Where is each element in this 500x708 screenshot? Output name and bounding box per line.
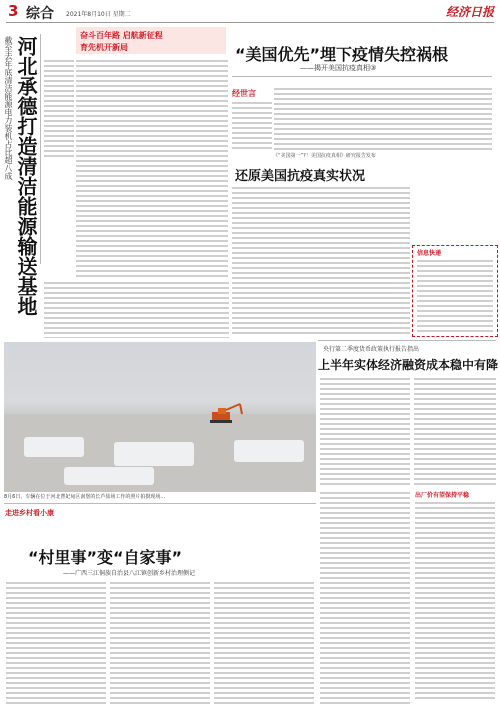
series-kicker-line2: 育先机开新局 <box>80 43 128 52</box>
report-caption: 《“美国第一”?！美国抗疫真相》研究报告发布 <box>273 153 376 159</box>
section-rule <box>318 340 496 341</box>
body-text-block <box>214 580 314 704</box>
section-rule <box>4 503 316 504</box>
page-header <box>0 0 500 22</box>
sidebar-info-box <box>412 245 498 337</box>
newspaper-logo: 经济日报 <box>446 5 495 19</box>
section-rule <box>232 76 492 77</box>
village-headline: “村里事”变“自家事” <box>28 548 183 567</box>
village-subheadline: ——广西三江侗族自治县八江镇创新乡村治理侧记 <box>63 570 196 577</box>
sidebar-box-title: 出厂价有望保持平稳 <box>415 492 470 499</box>
body-text-block <box>415 500 495 700</box>
body-text-block <box>44 280 229 338</box>
sidebar-price-box <box>413 490 497 704</box>
excavator-icon <box>204 402 244 424</box>
commentary-label: 经世言 <box>232 89 256 98</box>
body-text-block <box>320 376 410 486</box>
body-text-block <box>44 58 74 158</box>
section-name: 综合 <box>26 6 54 22</box>
body-text-block <box>274 86 492 150</box>
vertical-subhead: 截至去年底清洁能源电力装机占比超八成 <box>4 36 13 180</box>
economy-kicker: 央行第二季度货币政策执行报告指出 <box>323 346 420 353</box>
body-text-block <box>110 580 210 704</box>
series-kicker-line1: 奋斗百年路 启航新征程 <box>80 31 163 40</box>
lead-subheadline: ——揭开美国抗疫真相③ <box>300 64 377 72</box>
body-text-block <box>417 258 493 332</box>
body-text-block <box>232 100 272 150</box>
page-number: 3 <box>8 2 19 20</box>
economy-headline: 上半年实体经济融资成本稳中有降 <box>318 358 499 372</box>
header-rule <box>6 22 494 23</box>
village-kicker: 走进乡村看小康 <box>5 509 54 517</box>
body-text-block <box>6 580 106 704</box>
sidebar-box-title: 信息快递 <box>417 250 442 257</box>
column-divider <box>40 34 41 264</box>
photo-caption: 8月6日，车辆在位于河北曹妃甸区南堡的长芦盐场工作的照片拍摄现场... <box>4 494 166 500</box>
salt-field-photo <box>4 342 316 492</box>
vertical-headline: 河北承德打造清洁能源输送基地 <box>14 36 38 316</box>
body-text-block <box>232 185 410 335</box>
lead-headline: “美国优先”埋下疫情失控祸根 <box>235 45 449 64</box>
second-headline: 还原美国抗疫真实状况 <box>235 169 366 184</box>
body-text-block <box>320 490 410 704</box>
issue-date: 2021年8月10日 星期二 <box>66 11 131 18</box>
body-text-block <box>414 376 496 486</box>
